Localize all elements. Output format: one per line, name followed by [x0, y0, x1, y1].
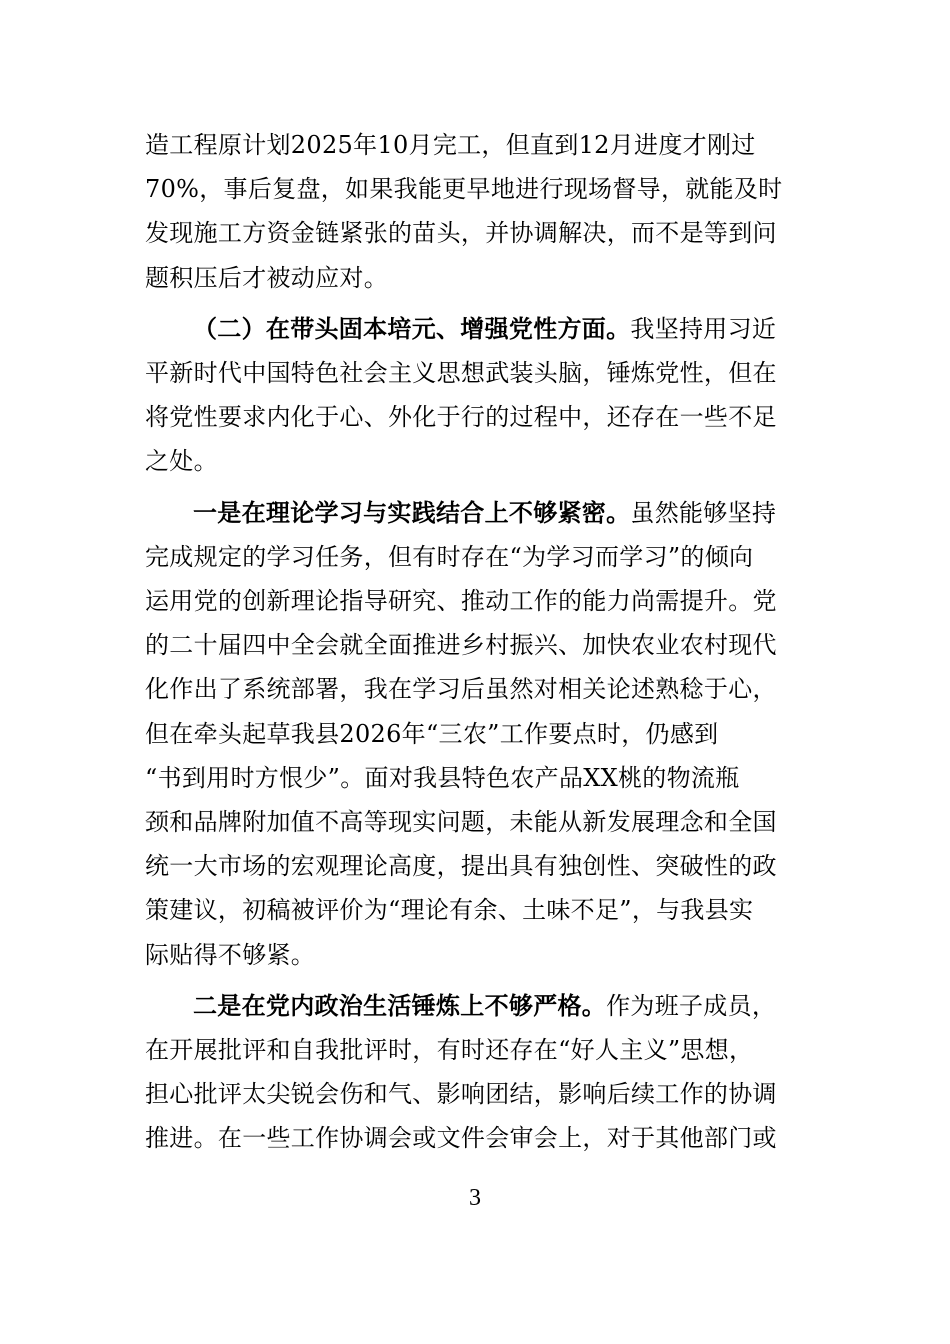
text-line: 之处。: [145, 447, 218, 476]
text-line: 运用党的创新理论指导研究、推动工作的能力尚需提升。党: [145, 587, 777, 616]
paragraph-4-point-two: [145, 984, 807, 1161]
text-line: 化作出了系统部署，我在学习后虽然对相关论述熟稔于心，: [145, 675, 777, 704]
text-line: 将党性要求内化于心、外化于行的过程中，还存在一些不足: [145, 403, 777, 432]
point-two-heading: 二是在党内政治生活锤炼上不够严格。: [193, 990, 607, 1020]
text-line: 70%，事后复盘，如果我能更早地进行现场督导，就能及时: [145, 175, 783, 204]
text-line: [145, 491, 807, 535]
text-line: “书到用时方恨少”。面对我县特色农产品XX桃的物流瓶: [145, 763, 740, 792]
page-number: 3: [469, 1185, 481, 1211]
paragraph-3-point-one: [145, 491, 807, 977]
text-line-rest: 我坚持用习近: [630, 314, 777, 343]
document-body: [145, 123, 807, 1161]
text-line: 际贴得不够紧。: [145, 940, 316, 969]
text-line: [145, 307, 807, 351]
text-line: 的二十届四中全会就全面推进乡村振兴、加快农业农村现代: [145, 631, 777, 660]
text-line: 题积压后才被动应对。: [145, 263, 388, 292]
text-line: 造工程原计划2025年10月完工，但直到12月进度才刚过: [145, 131, 756, 159]
text-line: 但在牵头起草我县2026年“三农”工作要点时，仍感到: [145, 719, 719, 748]
section-heading-2: （二）在带头固本培元、增强党性方面。: [193, 313, 631, 343]
text-line: 发现施工方资金链紧张的苗头，并协调解决，而不是等到问: [145, 219, 777, 248]
text-line: 在开展批评和自我批评时，有时还存在“好人主义”思想，: [145, 1036, 754, 1065]
text-line: 统一大市场的宏观理论高度，提出具有独创性、突破性的政: [145, 852, 777, 881]
text-line: 策建议，初稿被评价为“理论有余、土味不足”，与我县实: [145, 896, 754, 925]
text-line: 平新时代中国特色社会主义思想武装头脑，锤炼党性，但在: [145, 359, 777, 388]
text-line: [145, 984, 807, 1028]
text-line: 完成规定的学习任务，但有时存在“为学习而学习”的倾向: [145, 542, 754, 571]
text-line-rest: 作为班子成员，: [606, 991, 777, 1020]
text-line: 推进。在一些工作协调会或文件会审会上，对于其他部门或: [145, 1124, 777, 1153]
text-line-rest: 虽然能够坚持: [630, 498, 777, 527]
paragraph-2-section-heading: [145, 307, 807, 484]
text-line: 担心批评太尖锐会伤和气、影响团结，影响后续工作的协调: [145, 1080, 777, 1109]
paragraph-1: [145, 123, 807, 300]
point-one-heading: 一是在理论学习与实践结合上不够紧密。: [193, 497, 631, 527]
text-line: 颈和品牌附加值不高等现实问题，未能从新发展理念和全国: [145, 808, 777, 837]
